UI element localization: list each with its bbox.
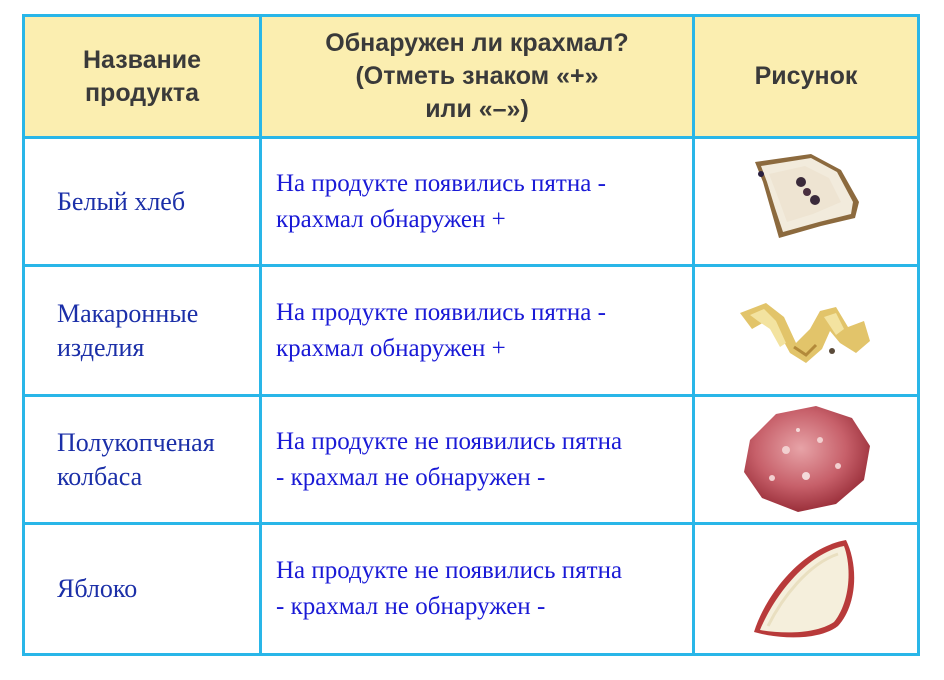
row-answer-apple — [262, 525, 695, 653]
header-product-name-line1: Название — [82, 45, 201, 74]
answer-line: На продукте не появились пятна — [276, 557, 623, 584]
answer-line: - крахмал не обнаружен - — [276, 593, 546, 620]
row-picture-apple — [695, 525, 917, 653]
header-starch-line2: (Отметь знаком «+» — [355, 62, 599, 90]
header-picture — [695, 17, 917, 139]
header-picture-label: Рисунок — [754, 62, 858, 90]
answer-line: На продукте появились пятна - — [276, 169, 606, 197]
row-answer-pasta — [262, 267, 695, 397]
row-picture-sausage — [695, 397, 917, 525]
answer-line: крахмал обнаружен + — [276, 334, 506, 362]
sausage-slice-image — [736, 400, 876, 520]
row-answer-sausage — [262, 397, 695, 525]
apple-slice-image — [746, 534, 866, 644]
row-name-bread — [25, 139, 262, 267]
header-product-name-line2: продукта — [84, 78, 200, 107]
header-starch-line3: или «–») — [425, 95, 529, 123]
row-picture-pasta — [695, 267, 917, 397]
answer-line: - крахмал не обнаружен - — [276, 463, 546, 491]
product-name: Белый хлеб — [57, 186, 186, 216]
header-starch-detected — [262, 17, 695, 139]
product-name: колбаса — [57, 461, 143, 491]
header-product-name — [25, 17, 262, 139]
product-name: Полукопченая — [57, 427, 215, 457]
row-answer-bread — [262, 139, 695, 267]
product-name: Макаронные — [57, 298, 199, 328]
header-starch-line1: Обнаружен ли крахмал? — [325, 29, 629, 57]
answer-line: На продукте появились пятна - — [276, 298, 606, 326]
answer-line: крахмал обнаружен + — [276, 205, 506, 233]
starch-test-table — [22, 14, 920, 656]
row-name-pasta — [25, 267, 262, 397]
product-name: изделия — [57, 332, 145, 362]
answer-line: На продукте не появились пятна — [276, 427, 623, 455]
row-name-apple — [25, 525, 262, 653]
pasta-spiral-image — [736, 291, 876, 371]
row-picture-bread — [695, 139, 917, 267]
product-name: Яблоко — [57, 574, 138, 603]
row-name-sausage — [25, 397, 262, 525]
white-bread-slice-image — [741, 152, 871, 252]
